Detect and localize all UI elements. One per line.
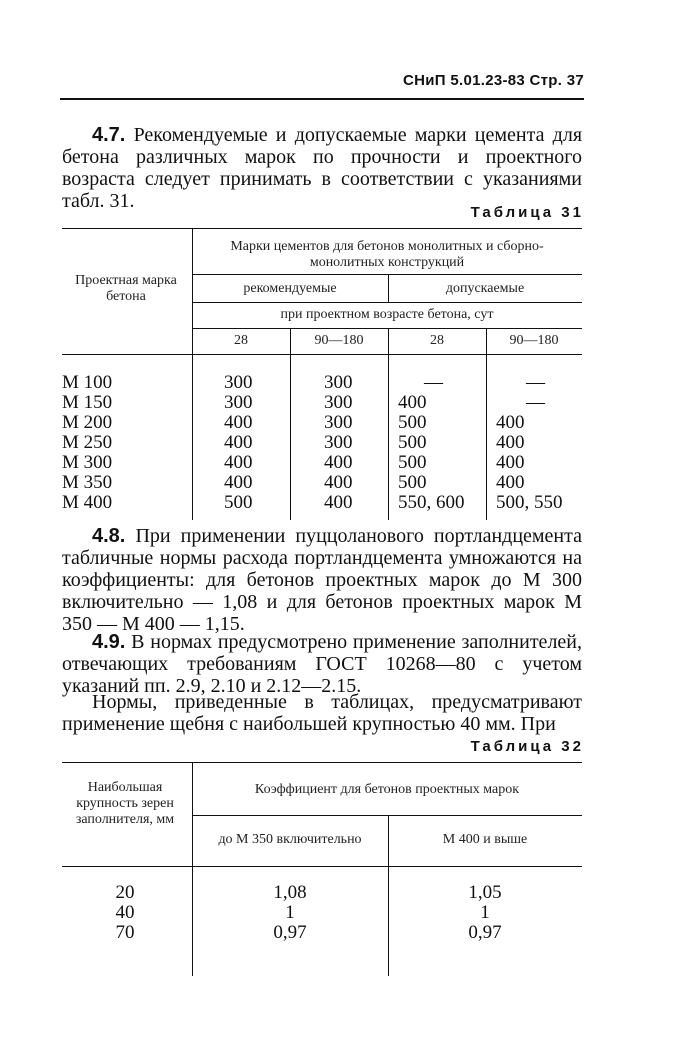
table-rule bbox=[62, 354, 582, 355]
value-cell: 400 bbox=[496, 472, 525, 493]
value-cell: — bbox=[526, 392, 545, 413]
grade-cell: М 350 bbox=[62, 472, 113, 493]
value-cell: 400 bbox=[398, 392, 427, 413]
value-cell: 500 bbox=[398, 452, 427, 473]
header-allowed: допускаемые bbox=[445, 281, 525, 296]
paragraph-norms bbox=[62, 691, 582, 735]
grade-cell: М 300 bbox=[62, 452, 113, 473]
header-cement-group: Марки цементов для бетонов монолитных и сборно-монолитных конструкций bbox=[230, 239, 544, 270]
value-cell: 400 bbox=[496, 452, 525, 473]
grade-cell: М 200 bbox=[62, 412, 113, 433]
header-aggregate-size: Наибольшая крупность зерен заполнителя, мм bbox=[75, 780, 175, 827]
value-cell: 300 bbox=[324, 372, 353, 393]
grade-cell: М 400 bbox=[62, 492, 113, 513]
table-rule bbox=[62, 762, 582, 763]
coefficient-cell: 0,97 bbox=[468, 922, 502, 943]
coefficient-cell: 1,05 bbox=[468, 882, 502, 903]
value-cell: 400 bbox=[324, 452, 353, 473]
coefficient-cell: 1,08 bbox=[273, 882, 307, 903]
size-cell: 40 bbox=[115, 902, 135, 923]
paragraph-text: Рекомендуемые и допускаемые марки цемента для бетона различных марок по прочности и проектного возраста следует принимать в соответствии с указаниями табл. 31. bbox=[62, 124, 583, 212]
value-cell: 400 bbox=[324, 472, 353, 493]
table-rule bbox=[290, 328, 291, 520]
paragraph-4-8 bbox=[62, 525, 582, 635]
value-cell: 500 bbox=[398, 412, 427, 433]
table-rule bbox=[486, 328, 487, 520]
value-cell: — bbox=[424, 372, 443, 393]
header-age-90-180: 90—180 bbox=[509, 333, 559, 348]
page-header: СНиП 5.01.23-83 Стр. 37 bbox=[403, 72, 584, 89]
value-cell: 400 bbox=[224, 452, 253, 473]
value-cell: 400 bbox=[324, 492, 353, 513]
table-rule bbox=[192, 328, 582, 329]
paragraph-4-9 bbox=[62, 631, 582, 697]
paragraph-text: В нормах предусмотрено применение заполнителей, отвечающих требованиям ГОСТ 10268—80 с учетом указаний пп. 2.9, 2.10 и 2.12—2.15. bbox=[62, 631, 582, 697]
coefficient-cell: 0,97 bbox=[273, 922, 307, 943]
grade-cell: М 150 bbox=[62, 392, 113, 413]
value-cell: 500 bbox=[398, 432, 427, 453]
value-cell: 400 bbox=[496, 412, 525, 433]
header-rule bbox=[60, 98, 584, 100]
coefficient-cell: 1 bbox=[285, 902, 295, 923]
paragraph-number: 4.9. bbox=[92, 631, 126, 653]
value-cell: 300 bbox=[224, 392, 253, 413]
value-cell: 400 bbox=[224, 472, 253, 493]
header-m400-and-above: М 400 и выше bbox=[442, 832, 528, 847]
table-32-caption: Таблица 32 bbox=[470, 738, 584, 755]
header-age-28: 28 bbox=[234, 333, 248, 348]
table-rule bbox=[192, 274, 582, 275]
paragraph-number: 4.8. bbox=[92, 525, 126, 547]
table-rule bbox=[62, 866, 582, 867]
header-grade: Проектная марка бетона bbox=[75, 273, 177, 304]
value-cell: 500 bbox=[224, 492, 253, 513]
value-cell: 300 bbox=[324, 432, 353, 453]
value-cell: 400 bbox=[496, 432, 525, 453]
coefficient-cell: 1 bbox=[480, 902, 490, 923]
table-31-caption: Таблица 31 bbox=[470, 204, 584, 221]
header-age: при проектном возрасте бетона, сут bbox=[280, 307, 494, 322]
value-cell: 400 bbox=[224, 432, 253, 453]
header-recommended: рекомендуемые bbox=[243, 281, 337, 296]
table-rule bbox=[192, 815, 582, 816]
table-rule bbox=[192, 302, 582, 303]
value-cell: 500, 550 bbox=[496, 492, 563, 513]
grade-cell: М 250 bbox=[62, 432, 113, 453]
value-cell: 300 bbox=[224, 372, 253, 393]
value-cell: 550, 600 bbox=[398, 492, 465, 513]
value-cell: 300 bbox=[324, 392, 353, 413]
table-rule bbox=[192, 228, 193, 520]
value-cell: — bbox=[526, 372, 545, 393]
size-cell: 20 bbox=[115, 882, 135, 903]
header-coefficient-group: Коэффициент для бетонов проектных марок bbox=[254, 782, 520, 797]
value-cell: 500 bbox=[398, 472, 427, 493]
size-cell: 70 bbox=[115, 922, 135, 943]
value-cell: 400 bbox=[224, 412, 253, 433]
table-rule bbox=[62, 228, 582, 229]
header-age-28: 28 bbox=[430, 333, 444, 348]
header-age-90-180: 90—180 bbox=[314, 333, 364, 348]
table-rule bbox=[388, 328, 389, 520]
paragraph-number: 4.7. bbox=[92, 124, 126, 146]
grade-cell: М 100 bbox=[62, 372, 113, 393]
value-cell: 300 bbox=[324, 412, 353, 433]
paragraph-4-7 bbox=[62, 124, 582, 212]
paragraph-text: Нормы, приведенные в таблицах, предусматривают применение щебня с наибольшей крупностью 40 мм. При bbox=[62, 691, 582, 735]
paragraph-text: При применении пуццоланового портландцемента табличные нормы расхода портландцемента умножаются на коэффициенты: для бетонов проектных марок до М 300 включительно — 1,08 и для бетонов проектных марок М 350 — М 400 — 1,15. bbox=[62, 525, 582, 635]
header-up-to-m350: до М 350 включительно bbox=[218, 832, 362, 847]
